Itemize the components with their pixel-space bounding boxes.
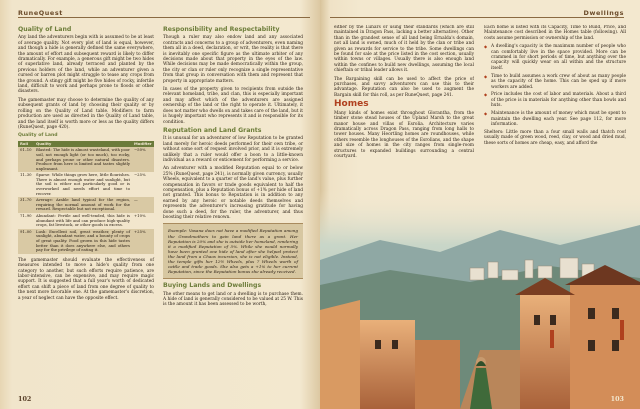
house [415, 340, 460, 409]
paragraph: The gamemaster may choose to determine the quality of any subsequent grants of land by choosing their quality or by rolling on the Quality of Land table. Modifiers to farm production are used as directed in the Quality of Land table, and the land itself is worth more or less as the quality differs (RuneQuest, page 420). [18, 97, 154, 130]
roll-cell: 11–30 [20, 172, 32, 178]
town-illustration [320, 190, 640, 409]
column-header: Modifier [132, 141, 154, 148]
house [520, 295, 570, 409]
paragraph: In cases of the property given to recipients from outside the relevant homeland, tribe, and clan, this is especially important and may affect which of the adventurers are assigned ownership of the land or the right to operate it. Ultimately, it does not matter who dwells on and takes care of the land, but it is hugely important who represents it and is responsible for its condition. [163, 87, 303, 125]
house [360, 320, 415, 409]
section-heading: Quality of Land [18, 26, 72, 33]
section-heading-homes: Homes [334, 99, 369, 110]
list-item: ◆ Maintenance is the amount of money which must be spent to maintain the dwelling each year. See page 112, for more information. [484, 111, 626, 127]
table-row [18, 229, 154, 254]
right-page [320, 0, 640, 409]
right-running-header: Dwellings [583, 9, 624, 17]
paragraph: Any land the adventurers begin with is assumed to be at least of average quality. Not every plot of land is equal, however, and though a hide is generally defined the same everywhere, the amount of effort and subsequent reward is likely to differ dramatically. For example, a generous gift might be two hides of superlative land, already terraced and planted by the previous holders of the land, while an adventurer given a cursed or barren plot might struggle to tease any crops from the ground. A stingy gift might be five hides of rocky, infertile land, difficult to work and perhaps prone to floods or other disasters. [18, 35, 154, 95]
section-heading: Buying Lands and Dwellings [163, 282, 262, 290]
table-row [18, 213, 154, 229]
section-heading: Reputation and Land Grants [163, 126, 262, 134]
header-rule [330, 17, 624, 18]
roll-cell: 01–10 [18, 147, 34, 172]
quality-cell: Average: Arable land typical for the region, requiring the normal amount of work for the reward. Respectable but not exceptional. [36, 197, 130, 212]
table-caption: Quality of Land [18, 133, 58, 139]
house [570, 285, 640, 409]
table-row [18, 147, 154, 172]
modifier-cell: −25% [134, 172, 146, 178]
bullet-list [484, 44, 626, 127]
example-sidebar: Example: Vasana does not have a modified Reputation among the Grandmothers to gain land there as a grant. Her Reputation is 20% and she is outside her homeland, rendering it a modified Reputation of 5%. While she would normally have been granted one hide of land after she helped protect the land from a Chaos incursion, she is not eligible. Instead, the temple gifts her 12½ Wheels, plus 7 Wheels worth of cattle and trade goods. She also gets a +1% to her current Reputation, since the Reputation bonus she already received. [163, 223, 303, 279]
quality-cell: Abundant: Fertile and well-tended, this hide is abundant with life and can produce high-quality crops, fat livestock, or other goods in excess. [36, 213, 130, 228]
modifier-cell: +25% [132, 229, 154, 254]
left-column-1 [18, 25, 154, 304]
section-heading: Responsibility and Respectability [163, 26, 280, 33]
paragraph: It is unusual for an adventurer of low Reputation to be granted land merely for heroic deeds performed for their own tribe, or without some sort of request involved prior, and it is extremely unlikely that a ruler would offer a boon to a little-known individual as a reward or enticement for performing a service. [163, 136, 303, 163]
paragraph: The other means to get land or a dwelling is to purchase them. A hide of land is generally considered to be valued at 25 W. This is the amount it has been assessed to be worth, [163, 291, 303, 308]
paragraph: either by the Lunars or using their standards (which are still maintained in Dragon Pass, lacking a better alternative). Other than in the grandest sense of all land being Ernalda's domain, not all land is owned, much of it held by the clan or tribe and given as rewards for service to the tribe. Some dwellings can be found for sale at the price listed in the cost section, usually within towns or villages. Usually there is also enough land within the confines to build new dwellings, assuming the local chieftain or tribal leader allows it. [334, 25, 474, 74]
list-item: ◆ Time to build assumes a work crew of about as many people as the capacity of the home. This can be sped up if more workers are added. [484, 74, 626, 90]
paragraph: Though a ruler may also endow land and any associated contracts and concerns to a group of adventurers, even naming them all in a deed, declaration, or writ, the reality is that there is inevitably one specific figure as the ultimate arbiter of any decisions made about that property in the eyes of the law. While decisions may be made democratically within the group, the city or clan or ruler only recognize a single representative from that group in conversation with them and represent that property in appropriate matters. [163, 35, 303, 84]
right-column-2 [484, 25, 626, 187]
roll-cell: 91–00 [18, 229, 34, 254]
list-item: ◆ A dwelling's capacity is the maximum number of people who can comfortably live in the space provided. More can be crammed in for short periods of time, but anything over the capacity will quickly wear on all within and the structure itself. [484, 44, 626, 71]
column-header: Quality [34, 141, 132, 148]
quality-cell: Sparse: While things grow here, little flourishes. There is almost enough water and sunlight, but the soil is either not particularly good or is overworked and needs effort and time to recover. [36, 172, 130, 196]
table-row [18, 197, 154, 213]
left-page-number: 102 [18, 395, 32, 403]
column-header: Roll [18, 141, 34, 148]
modifier-cell: −50% [132, 147, 154, 172]
table-row [18, 172, 154, 197]
paragraph: The Bargaining skill can be used to affect the price of purchases, and savvy adventurers can use this to their advantage. Reputation can also be used to augment the Bargain skill for this roll, as per RuneQuest, page 241. [334, 76, 474, 98]
roll-cell: 71–90 [20, 213, 32, 219]
paragraph: The gamemaster should evaluate the effectiveness of measures intended to move a hide's quality from one category to another, but such efforts require patience, are labor-intensive, can be expensive, and may require magic support. It is suggested that a full year's worth of dedicated effort can shift a piece of land from one degree of quality to the next more favorable one. At the gamemaster's discretion, a year of neglect can have the opposite effect. [18, 257, 154, 301]
paragraph: Shelters: Little more than a four small walls and thatch roof usually made of green wood, reed, clay, or wood and dried mud, these sorts of homes are cheap, easy, and afford the [484, 129, 626, 146]
modifier-cell: +10% [134, 213, 146, 219]
tower-left [320, 300, 360, 409]
paragraph: An adventurer with a modified Reputation equal to or below 25% (RuneQuest, page 241), is normally given currency, usually Wheels, equivalent to a quarter of the land's value, plus further compensation in favors or trade goods equivalent to half the compensation, plus a Reputation bonus of +1% per hide of land not granted. This bonus to Reputation is in addition to any earned by any heroic or notable deeds themselves and represents the adventurer's increasing gratitude for having done such a deed, for the ruler, the adventurer, and thus boosting their relative renown. [163, 166, 303, 220]
quality-cell: Blasted: The hide is almost wasteland, with poor soil, not enough light (or too much), too rocky, and perhaps prone or other natural disasters. Produce from here is limited and tastes slightly unpleasant. [36, 147, 130, 171]
quality-of-land-table [18, 141, 154, 254]
roll-cell: 31–70 [18, 197, 34, 213]
modifier-cell: — [132, 197, 154, 213]
left-column-2 [163, 25, 303, 311]
list-item: ◆ Price includes the cost of labor and materials. About a third of the price is in materials for anything other than bowls and huts. [484, 92, 626, 108]
quality-cell: Lush: Excellent soil, great weather, plenty of sunlight, abundant water, and a bounty of crops of great quality. Food grown in this hide tastes better than it does anywhere else, and others pay for the privilege of eating it. [36, 228, 130, 253]
paragraph: Each home is listed with its Capacity, Time to Build, Price, and Maintenance cost described in the Homes table (following). All costs assume permission or ownership of the land. [484, 25, 626, 41]
table-header-row [18, 141, 154, 148]
right-page-number: 103 [610, 395, 624, 403]
header-rule [18, 17, 310, 18]
left-running-header: RuneQuest [18, 9, 63, 17]
paragraph: Many kinds of homes exist throughout Glorantha, from the timber stone stead houses of the Upland Marsh to the great manor house and villas of Esrolia. Architecture varies dramatically across Dragon Pass, ranging from long halls to tower houses. Many Heortling homes are roundhouses, while others resemble the longhouses of the Esrolians, and the shape and size of homes in the city ranges from single-room structures to expanded buildings surrounding a central courtyard. [334, 110, 474, 159]
right-column-1 [334, 25, 474, 185]
